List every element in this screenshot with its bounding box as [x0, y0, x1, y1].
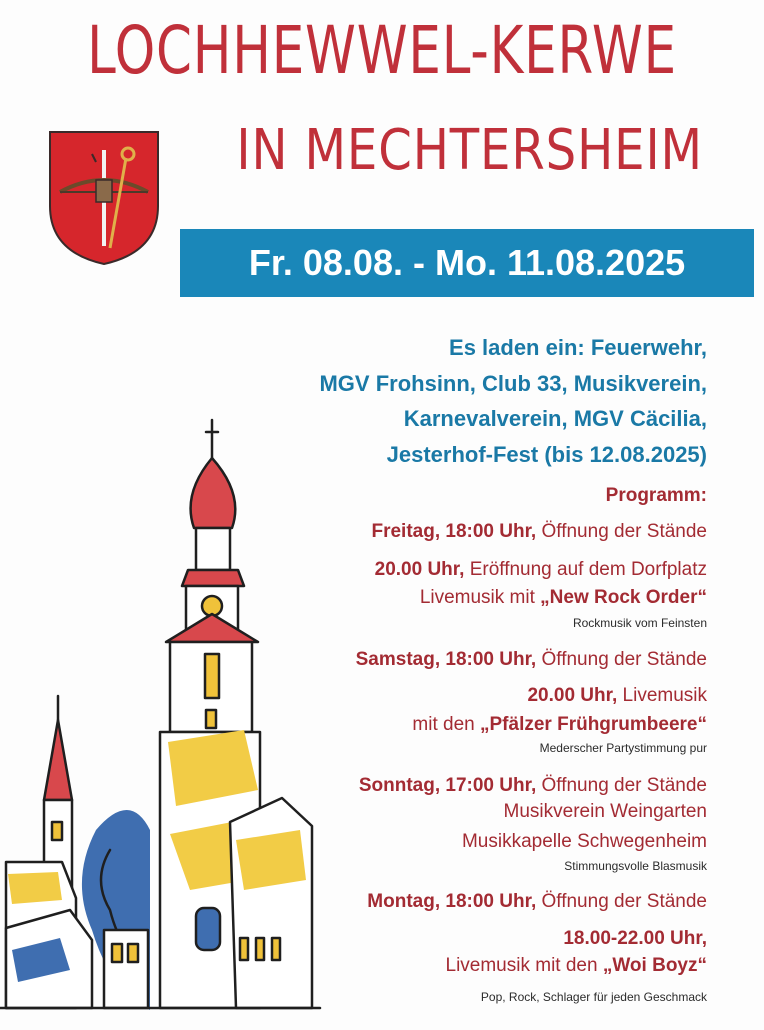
poster-subtitle: IN MECHTERSHEIM — [236, 118, 703, 183]
sunday-band-2: Musikkapelle Schwegenheim — [461, 831, 707, 852]
monday-note: Pop, Rock, Schlager für jeden Geschmack — [480, 990, 707, 1004]
saturday-note: Mederscher Partystimmung pur — [539, 741, 707, 755]
date-banner: Fr. 08.08. - Mo. 11.08.2025 — [180, 229, 754, 297]
program-heading: Programm: — [605, 485, 707, 506]
friday-note: Rockmusik vom Feinsten — [572, 616, 707, 630]
coat-of-arms-icon — [46, 128, 162, 268]
sunday-band-1: Musikverein Weingarten — [503, 801, 707, 822]
poster-title: LOCHHEWWEL-KERWE — [87, 12, 677, 89]
saturday-event: 20.00 Uhr, Livemusik — [527, 685, 707, 706]
monday-time: 18.00-22.00 Uhr, — [563, 928, 707, 949]
hosts-line: Karnevalverein, MGV Cäcilia, — [403, 406, 707, 431]
church-illustration — [0, 410, 330, 1010]
monday-opening: Montag, 18:00 Uhr, Öffnung der Stände — [367, 891, 707, 912]
monday-music: Livemusik mit den „Woi Boyz“ — [445, 955, 707, 976]
hosts-line: MGV Frohsinn, Club 33, Musikverein, — [319, 370, 707, 396]
hosts-line: Jesterhof-Fest (bis 12.08.2025) — [386, 441, 707, 467]
friday-music: Livemusik mit „New Rock Order“ — [419, 587, 707, 608]
hosts-line: Es laden ein: Feuerwehr, — [449, 335, 707, 360]
saturday-opening: Samstag, 18:00 Uhr, Öffnung der Stände — [355, 649, 707, 670]
friday-event: 20.00 Uhr, Eröffnung auf dem Dorfplatz — [374, 559, 707, 580]
sunday-note: Stimmungsvolle Blasmusik — [564, 859, 707, 873]
saturday-music: mit den „Pfälzer Frühgrumbeere“ — [412, 714, 707, 735]
sunday-opening: Sonntag, 17:00 Uhr, Öffnung der Stände — [358, 775, 707, 796]
friday-opening: Freitag, 18:00 Uhr, Öffnung der Stände — [371, 521, 707, 542]
